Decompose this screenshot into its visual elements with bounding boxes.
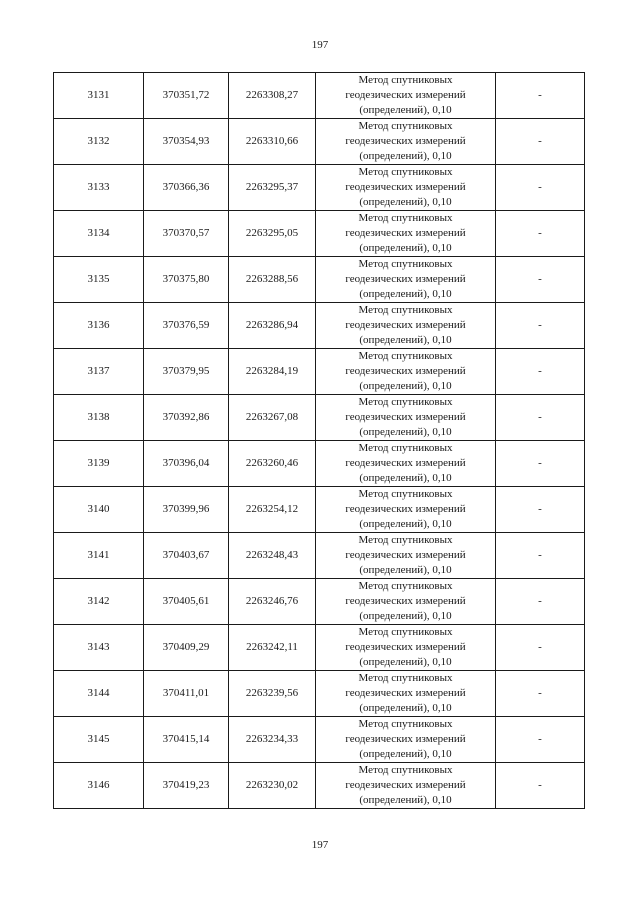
page-number-bottom: 197 [311,839,329,851]
note-cell: - [496,257,585,303]
method-line: геодезических измерений [345,181,466,193]
table-body [54,73,585,809]
point-id-cell: 3138 [54,395,144,441]
table-row [54,165,585,211]
y-coordinate-cell: 2263267,08 [229,395,316,441]
method-line: Метод спутниковых [358,764,453,776]
method-line: геодезических измерений [345,641,466,653]
point-id-cell: 3136 [54,303,144,349]
method-line: (определений), 0,10 [359,472,452,484]
table-row [54,671,585,717]
table-row [54,533,585,579]
method-line: геодезических измерений [345,779,466,791]
table-row [54,119,585,165]
method-line: геодезических измерений [345,89,466,101]
x-coordinate-cell: 370392,86 [144,395,229,441]
y-coordinate-cell: 2263242,11 [229,625,316,671]
method-cell [316,625,496,671]
method-cell [316,487,496,533]
point-id-cell: 3134 [54,211,144,257]
page-number-top: 197 [311,39,329,51]
x-coordinate-cell: 370379,95 [144,349,229,395]
method-line: Метод спутниковых [358,120,453,132]
point-id-cell: 3135 [54,257,144,303]
x-coordinate-cell: 370419,23 [144,763,229,809]
method-line: геодезических измерений [345,135,466,147]
table-row [54,763,585,809]
method-cell [316,257,496,303]
method-line: геодезических измерений [345,595,466,607]
method-line: (определений), 0,10 [359,702,452,714]
table-row [54,717,585,763]
method-line: (определений), 0,10 [359,104,452,116]
table-row [54,303,585,349]
note-cell: - [496,717,585,763]
method-line: (определений), 0,10 [359,748,452,760]
x-coordinate-cell: 370396,04 [144,441,229,487]
x-coordinate-cell: 370403,67 [144,533,229,579]
y-coordinate-cell: 2263295,37 [229,165,316,211]
method-line: Метод спутниковых [358,488,453,500]
x-coordinate-cell: 370399,96 [144,487,229,533]
y-coordinate-cell: 2263310,66 [229,119,316,165]
x-coordinate-cell: 370354,93 [144,119,229,165]
point-id-cell: 3133 [54,165,144,211]
method-line: Метод спутниковых [358,626,453,638]
note-cell: - [496,349,585,395]
table-row [54,441,585,487]
method-line: Метод спутниковых [358,304,453,316]
method-line: (определений), 0,10 [359,242,452,254]
method-line: (определений), 0,10 [359,334,452,346]
x-coordinate-cell: 370375,80 [144,257,229,303]
method-cell [316,717,496,763]
method-line: (определений), 0,10 [359,380,452,392]
y-coordinate-cell: 2263284,19 [229,349,316,395]
method-line: Метод спутниковых [358,258,453,270]
method-line: Метод спутниковых [358,74,453,86]
point-id-cell: 3145 [54,717,144,763]
method-line: Метод спутниковых [358,534,453,546]
method-line: (определений), 0,10 [359,196,452,208]
x-coordinate-cell: 370411,01 [144,671,229,717]
point-id-cell: 3132 [54,119,144,165]
method-cell [316,395,496,441]
method-line: геодезических измерений [345,319,466,331]
method-line: (определений), 0,10 [359,610,452,622]
table-row [54,257,585,303]
point-id-cell: 3143 [54,625,144,671]
y-coordinate-cell: 2263295,05 [229,211,316,257]
method-cell [316,533,496,579]
method-line: Метод спутниковых [358,212,453,224]
table-row [54,211,585,257]
method-line: Метод спутниковых [358,396,453,408]
x-coordinate-cell: 370405,61 [144,579,229,625]
note-cell: - [496,119,585,165]
method-cell [316,763,496,809]
y-coordinate-cell: 2263234,33 [229,717,316,763]
note-cell: - [496,579,585,625]
method-line: геодезических измерений [345,549,466,561]
y-coordinate-cell: 2263239,56 [229,671,316,717]
method-cell [316,119,496,165]
method-line: Метод спутниковых [358,442,453,454]
point-id-cell: 3142 [54,579,144,625]
table-row [54,579,585,625]
method-line: (определений), 0,10 [359,426,452,438]
note-cell: - [496,441,585,487]
note-cell: - [496,763,585,809]
method-line: (определений), 0,10 [359,794,452,806]
y-coordinate-cell: 2263230,02 [229,763,316,809]
method-line: геодезических измерений [345,273,466,285]
method-line: геодезических измерений [345,227,466,239]
method-cell [316,349,496,395]
method-line: (определений), 0,10 [359,656,452,668]
table-row [54,349,585,395]
method-line: Метод спутниковых [358,672,453,684]
note-cell: - [496,165,585,211]
method-cell [316,441,496,487]
method-cell [316,165,496,211]
x-coordinate-cell: 370409,29 [144,625,229,671]
note-cell: - [496,303,585,349]
x-coordinate-cell: 370376,59 [144,303,229,349]
method-line: геодезических измерений [345,733,466,745]
method-line: геодезических измерений [345,503,466,515]
method-line: геодезических измерений [345,687,466,699]
note-cell: - [496,73,585,119]
y-coordinate-cell: 2263246,76 [229,579,316,625]
point-id-cell: 3137 [54,349,144,395]
method-line: Метод спутниковых [358,718,453,730]
y-coordinate-cell: 2263248,43 [229,533,316,579]
method-line: Метод спутниковых [358,580,453,592]
y-coordinate-cell: 2263286,94 [229,303,316,349]
method-line: Метод спутниковых [358,166,453,178]
point-id-cell: 3139 [54,441,144,487]
note-cell: - [496,625,585,671]
method-line: (определений), 0,10 [359,564,452,576]
point-id-cell: 3140 [54,487,144,533]
note-cell: - [496,211,585,257]
method-cell [316,671,496,717]
method-line: геодезических измерений [345,457,466,469]
y-coordinate-cell: 2263308,27 [229,73,316,119]
note-cell: - [496,487,585,533]
method-line: геодезических измерений [345,411,466,423]
table-row [54,625,585,671]
x-coordinate-cell: 370366,36 [144,165,229,211]
coordinates-table [53,72,585,809]
y-coordinate-cell: 2263288,56 [229,257,316,303]
method-cell [316,211,496,257]
point-id-cell: 3144 [54,671,144,717]
x-coordinate-cell: 370415,14 [144,717,229,763]
note-cell: - [496,671,585,717]
method-line: (определений), 0,10 [359,150,452,162]
x-coordinate-cell: 370351,72 [144,73,229,119]
point-id-cell: 3131 [54,73,144,119]
x-coordinate-cell: 370370,57 [144,211,229,257]
point-id-cell: 3141 [54,533,144,579]
point-id-cell: 3146 [54,763,144,809]
method-cell [316,579,496,625]
y-coordinate-cell: 2263260,46 [229,441,316,487]
note-cell: - [496,395,585,441]
y-coordinate-cell: 2263254,12 [229,487,316,533]
method-cell [316,73,496,119]
table-row [54,487,585,533]
table-row [54,395,585,441]
method-cell [316,303,496,349]
table-row [54,73,585,119]
method-line: (определений), 0,10 [359,518,452,530]
method-line: (определений), 0,10 [359,288,452,300]
method-line: Метод спутниковых [358,350,453,362]
note-cell: - [496,533,585,579]
method-line: геодезических измерений [345,365,466,377]
